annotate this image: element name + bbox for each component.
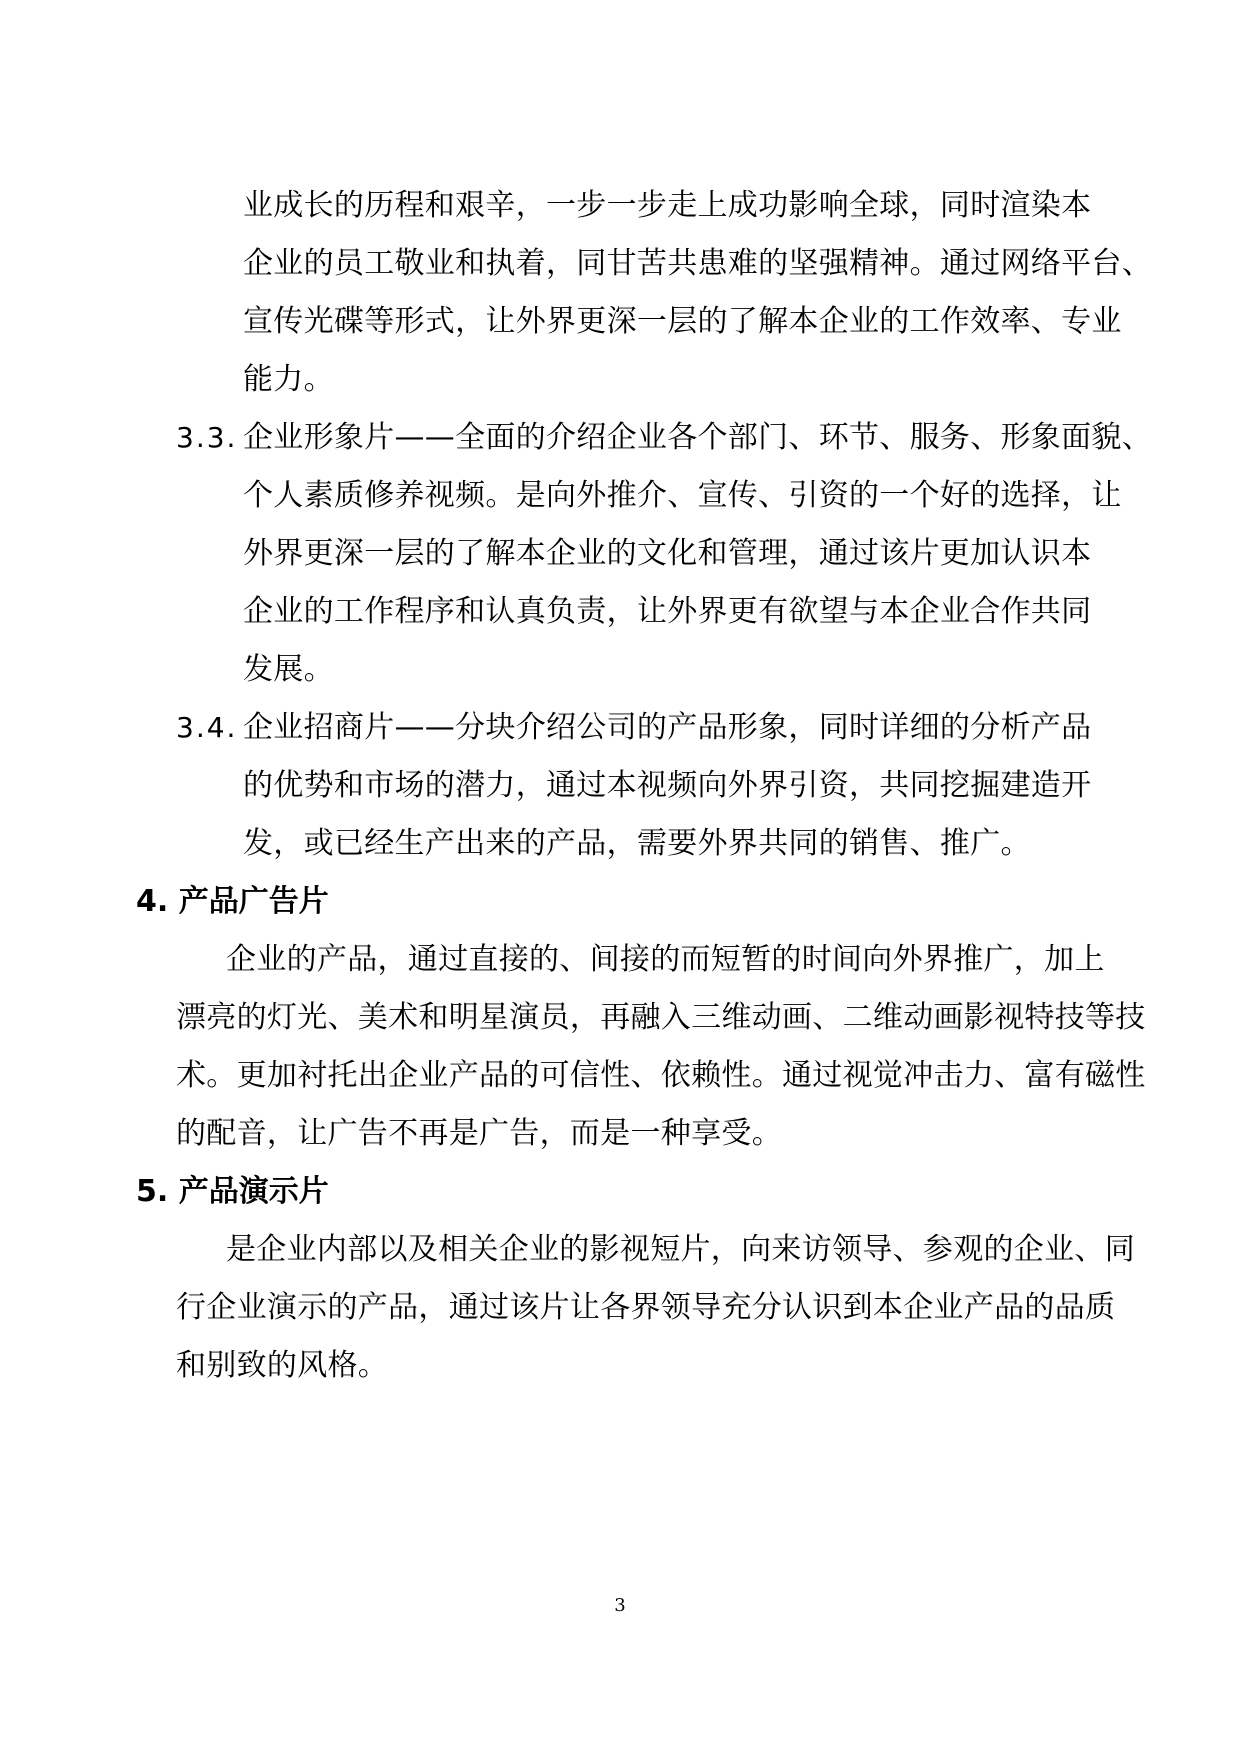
paragraph-line: 的优势和市场的潜力，通过本视频向外界引资，共同挖掘建造开 (243, 768, 1092, 803)
paragraph-line: 和别致的风格。 (176, 1348, 389, 1383)
paragraph-line: 外界更深一层的了解本企业的文化和管理，通过该片更加认识本 (243, 536, 1092, 571)
page-number: 3 (614, 1595, 626, 1616)
paragraph-line: 是企业内部以及相关企业的影视短片，向来访领导、参观的企业、同 (226, 1232, 1135, 1267)
paragraph-line: 漂亮的灯光、美术和明星演员，再融入三维动画、二维动画影视特技等技 (176, 1000, 1146, 1035)
paragraph-line: 业成长的历程和艰辛，一步一步走上成功影响全球，同时渲染本 (243, 188, 1092, 223)
paragraph-line: 个人素质修养视频。是向外推介、宣传、引资的一个好的选择，让 (243, 478, 1122, 513)
paragraph-line: 宣传光碟等形式，让外界更深一层的了解本企业的工作效率、专业 (243, 304, 1122, 339)
paragraph-line: 企业的员工敬业和执着，同甘苦共患难的坚强精神。通过网络平台、 (243, 246, 1152, 281)
item-number: 3.4. (176, 711, 238, 744)
paragraph-line: 企业招商片——分块介绍公司的产品形象，同时详细的分析产品 (243, 710, 1092, 745)
paragraph-line: 发，或已经生产出来的产品，需要外界共同的销售、推广。 (243, 826, 1031, 861)
section-heading: 5. 产品演示片 (136, 1174, 329, 1209)
paragraph-line: 企业的产品，通过直接的、间接的而短暂的时间向外界推广，加上 (226, 942, 1105, 977)
paragraph-line: 的配音，让广告不再是广告，而是一种享受。 (176, 1116, 782, 1151)
paragraph-line: 行企业演示的产品，通过该片让各界领导充分认识到本企业产品的品质 (176, 1290, 1116, 1325)
item-number: 3.3. (176, 421, 238, 454)
paragraph-line: 术。更加衬托出企业产品的可信性、依赖性。通过视觉冲击力、富有磁性 (176, 1058, 1146, 1093)
paragraph-line: 发展。 (243, 652, 334, 687)
section-heading: 4. 产品广告片 (136, 884, 329, 919)
paragraph-line: 能力。 (243, 362, 334, 397)
paragraph-line: 企业形象片——全面的介绍企业各个部门、环节、服务、形象面貌、 (243, 420, 1152, 455)
paragraph-line: 企业的工作程序和认真负责，让外界更有欲望与本企业合作共同 (243, 594, 1092, 629)
